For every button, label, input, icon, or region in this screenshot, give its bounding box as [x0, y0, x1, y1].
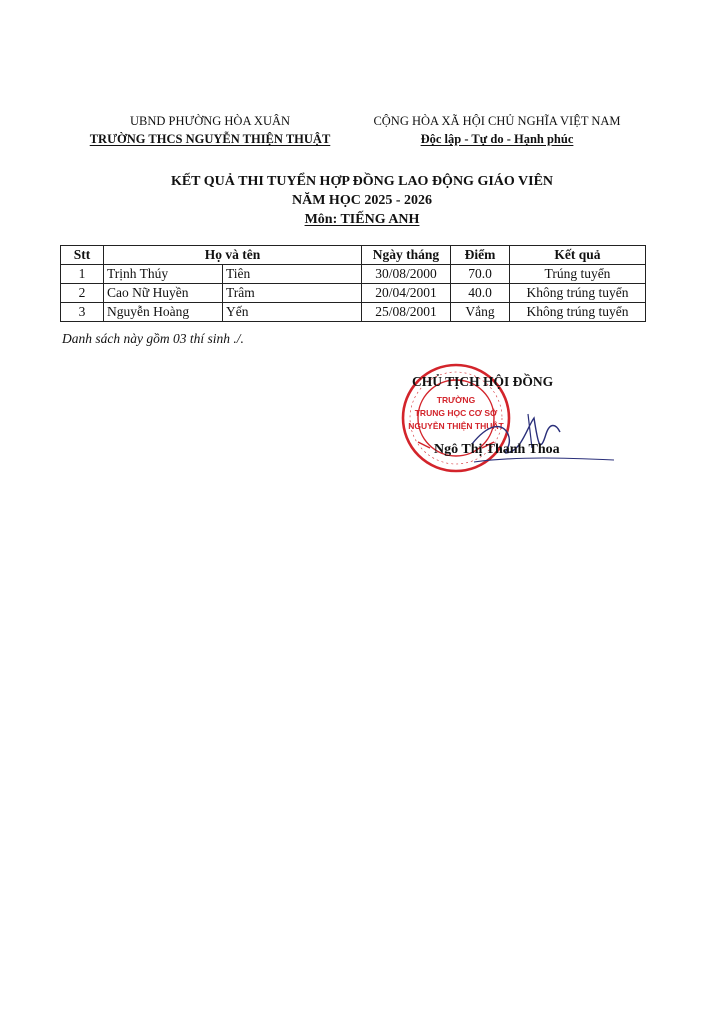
table-header-row: [61, 246, 646, 265]
table-row: [61, 303, 646, 322]
subject-line: Môn: TIẾNG ANH: [304, 212, 420, 227]
country-name: CỘNG HÒA XÃ HỘI CHỦ NGHĨA VIỆT NAM: [373, 114, 621, 128]
cell-stt: 1: [61, 265, 104, 284]
header-result: Kết quả: [510, 246, 646, 265]
cell-dob: 20/04/2001: [362, 284, 451, 303]
cell-surname: Trịnh Thúy: [104, 265, 223, 284]
header-name: Họ và tên: [104, 246, 362, 265]
cell-given-name: Yến: [223, 303, 362, 322]
cell-surname: Cao Nữ Huyền: [104, 284, 223, 303]
header-dob: Ngày tháng: [362, 246, 451, 265]
cell-result: Không trúng tuyển: [510, 284, 646, 303]
cell-surname: Nguyễn Hoàng: [104, 303, 223, 322]
cell-given-name: Trâm: [223, 284, 362, 303]
table-row: [61, 265, 646, 284]
seal-text-line-3: NGUYỄN THIỆN THUẬT: [408, 421, 504, 431]
motto: Độc lập - Tự do - Hạnh phúc: [420, 132, 574, 146]
title-line-1: KẾT QUẢ THI TUYỂN HỢP ĐỒNG LAO ĐỘNG GIÁO VIÊN: [170, 174, 554, 189]
cell-result: Không trúng tuyển: [510, 303, 646, 322]
table-row: [61, 284, 646, 303]
header-score: Điểm: [451, 246, 510, 265]
cell-given-name: Tiên: [223, 265, 362, 284]
title-line-2: NĂM HỌC 2025 - 2026: [292, 193, 432, 208]
results-table: [60, 245, 646, 322]
handwritten-signature-icon: [468, 404, 618, 476]
ward-name: UBND PHƯỜNG HÒA XUÂN: [129, 114, 291, 128]
school-name: TRƯỜNG THCS NGUYỄN THIỆN THUẬT: [89, 132, 331, 146]
cell-score: 40.0: [451, 284, 510, 303]
signatory-name: Ngô Thị Thanh Thoa: [434, 442, 560, 457]
issuing-authority: [70, 112, 350, 148]
candidate-count-note: Danh sách này gồm 03 thí sinh ./.: [62, 331, 244, 346]
cell-dob: 30/08/2000: [362, 265, 451, 284]
header-stt: Stt: [61, 246, 104, 265]
cell-stt: 3: [61, 303, 104, 322]
cell-score: Vắng: [451, 303, 510, 322]
cell-result: Trúng tuyển: [510, 265, 646, 284]
cell-stt: 2: [61, 284, 104, 303]
signatory-title: CHỦ TỊCH HỘI ĐỒNG: [412, 374, 554, 389]
cell-score: 70.0: [451, 265, 510, 284]
cell-dob: 25/08/2001: [362, 303, 451, 322]
seal-text-line-1: TRƯỜNG: [436, 395, 476, 405]
seal-text-line-2: TRUNG HỌC CƠ SỞ: [414, 408, 498, 418]
national-motto: [352, 112, 642, 148]
document-title: [0, 172, 724, 229]
